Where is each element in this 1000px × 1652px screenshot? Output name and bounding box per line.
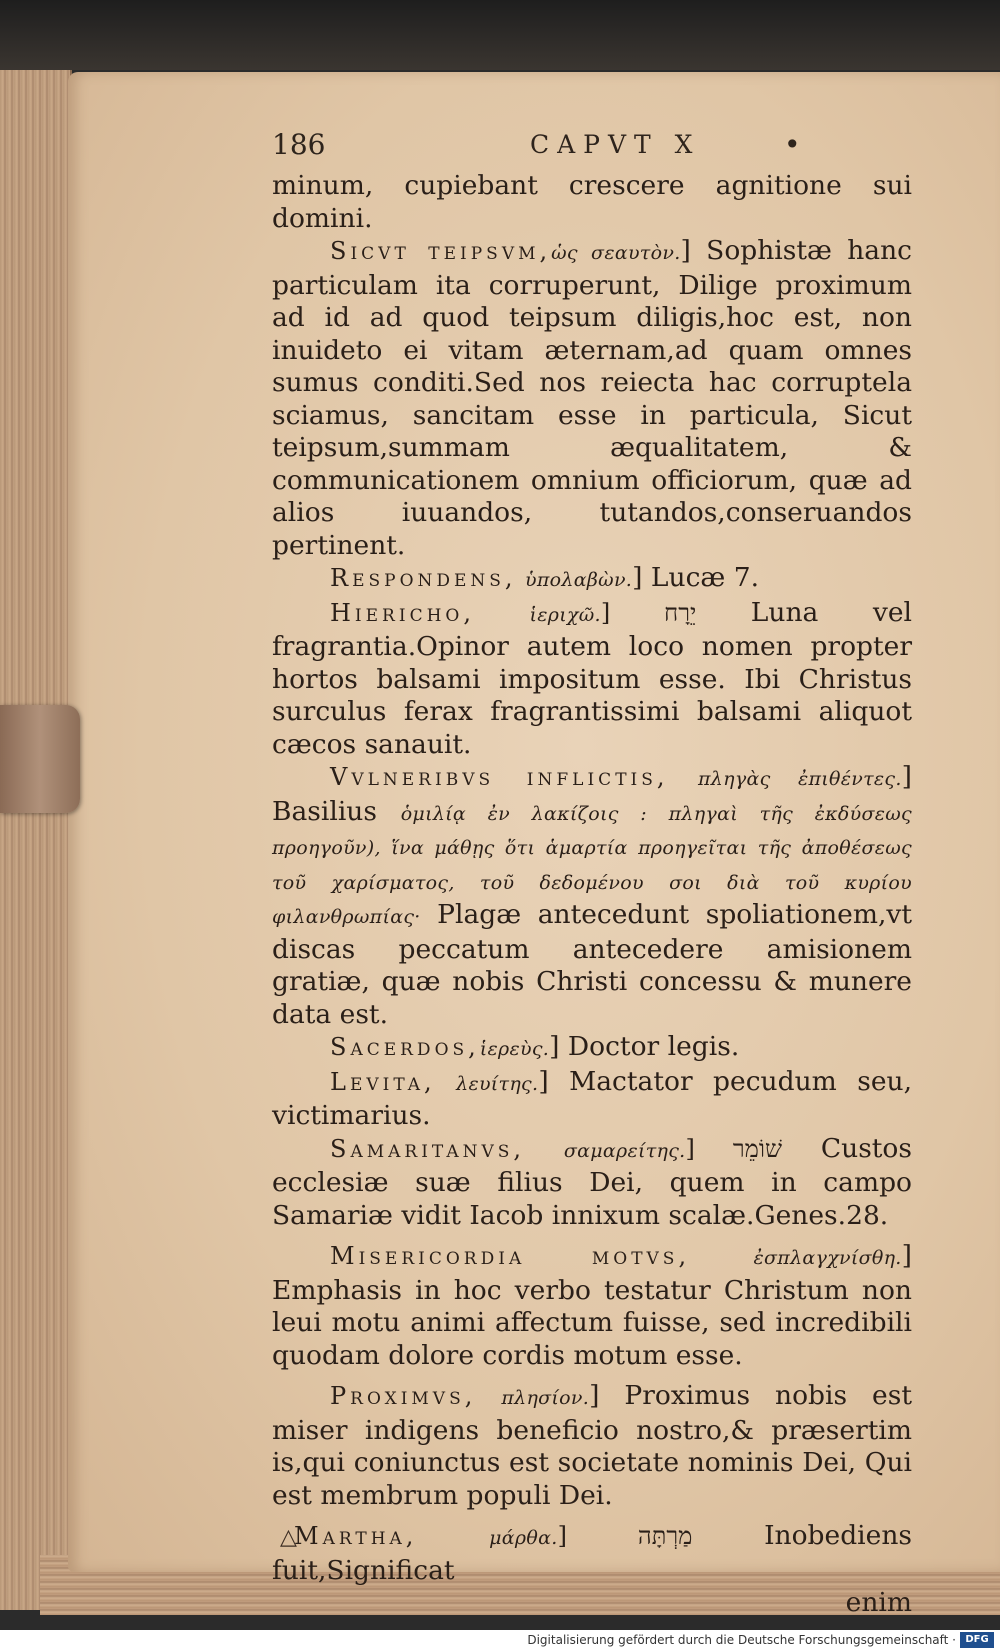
lemma: Levita, <box>330 1067 436 1096</box>
lemma: Hiericho, <box>330 598 475 627</box>
hebrew-term: ] יֵרָח <box>600 598 697 627</box>
greek-term: ἐσπλαγχνίσθη. <box>753 1247 902 1269</box>
spacer <box>272 1372 912 1380</box>
entry-text: Luna vel fragrantia.Opinor autem loco nomen propter hortos balsami impositum esse. Ibi Christus surculus ferax fragrantissimi balsami aliquot cæcos sanauit. <box>272 596 912 760</box>
lemma: Vvlneribvs inflictis, <box>330 763 669 791</box>
entry-text: ] Mactator pecudum seu, victimarius. <box>272 1065 912 1131</box>
page-number: 186 <box>272 128 326 161</box>
hebrew-term: ] שׁוֹמֵר <box>685 1134 783 1163</box>
catchword: enim <box>845 1587 912 1618</box>
greek-term: ὑπολαβὼν. <box>525 569 633 591</box>
triangle-icon: △ <box>280 1525 297 1550</box>
entry-text: ] Basilius <box>272 761 912 827</box>
text-line: minum, cupiebant crescere agnitione sui domini. <box>272 170 912 234</box>
greek-term: πληγὰς ἐπιθέντες. <box>698 768 902 790</box>
greek-term: μάρθα. <box>489 1527 558 1549</box>
running-head: CAPVT X <box>530 130 701 159</box>
entry-hiericho <box>272 597 912 762</box>
entry-text: Plagæ antecedunt spoliationem,vt discas peccatum antecedere amisionem gratiæ, quæ nobis Christi concessu & munere data est. <box>272 899 912 1030</box>
greek-term: ἱεριχῶ. <box>529 603 601 626</box>
greek-quotation: ὁμιλίᾳ ἐν λακίζοις : πληγαὶ τῆς ἐκδύσεως προηγοῦν), ἵνα μάθῃς ὅτι ἁμαρτία προηγεῖται τῆς ἀποθέσεως τοῦ χαρίσματος, τοῦ δεδομένου σοι διὰ τοῦ κυρίου φιλανθρωπίας· <box>272 802 912 928</box>
entry-text: Inobediens fuit,Significat <box>272 1520 912 1586</box>
lemma: Martha, <box>294 1522 418 1550</box>
greek-term: πλησίον. <box>501 1387 590 1409</box>
funding-credit: Digitalisierung gefördert durch die Deutsche Forschungsgemeinschaft · <box>527 1633 956 1647</box>
spacer <box>272 1512 912 1520</box>
entry-vulneribus <box>272 761 912 1031</box>
entry-misericordia <box>272 1240 912 1372</box>
lemma: Respondens, <box>330 564 517 592</box>
page-header <box>272 128 912 162</box>
entry-samaritanus <box>272 1133 912 1233</box>
entry-levita <box>272 1066 912 1133</box>
dfg-logo: DFG <box>960 1632 994 1648</box>
lemma: Sicvt teipsvm, <box>330 237 552 265</box>
lemma: Sacerdos, <box>330 1033 480 1061</box>
header-mark: • <box>784 128 801 161</box>
page-text <box>272 170 912 1620</box>
entry-proximus <box>272 1380 912 1512</box>
entry-sicut <box>272 235 912 562</box>
entry-text: ] Doctor legis. <box>549 1031 740 1062</box>
greek-term: σαμαρείτης. <box>563 1139 686 1162</box>
entry-text: ] Proximus nobis est miser indigens beneficio nostro,& præsertim is,qui coniunctus est societate nominis Dei, Qui est membrum populi Dei. <box>272 1380 912 1511</box>
entry-text: ] Emphasis in hoc verbo testatur Christum non leui motu animi affectum fuisse, sed incredibili quodam dolore cordis motum esse. <box>272 1240 912 1371</box>
page-edges-left <box>0 70 72 1610</box>
entry-text: ] Lucæ 7. <box>632 562 760 593</box>
lemma: Samaritanvs, <box>330 1134 526 1163</box>
lemma: Proximvs, <box>330 1382 477 1410</box>
entry-respondens <box>272 562 912 597</box>
greek-term: ἱερεὺς. <box>479 1038 550 1060</box>
entry-sacerdos <box>272 1031 912 1066</box>
greek-term: λευίτης. <box>456 1072 539 1095</box>
greek-term: ὡς σεαυτὸν. <box>551 242 681 264</box>
lemma: Misericordia motvs, <box>330 1242 691 1270</box>
hebrew-term: ] מַרְתָּה <box>557 1522 693 1550</box>
entry-text: Custos ecclesiæ suæ filius Dei, quem in campo Samariæ vidit Iacob innixum scalæ.Genes.28. <box>272 1132 912 1231</box>
scan-background <box>0 0 1000 70</box>
entry-martha <box>272 1520 912 1587</box>
spacer <box>272 1232 912 1240</box>
entry-text: ] Sophistæ hanc particulam ita corruperunt, Dilige proximum ad id ad quod teipsum diligis,hoc est, non inuideto ei vitam æternam,ad quam omnes sumus conditi.Sed nos reiecta hac corruptela sciamus, sancitam esse in particula, Sicut teipsum,summam æqualitatem, & communicationem omnium officiorum, quæ ad alios iuuandos, tutandos,conseruandos pertinent. <box>272 235 912 561</box>
page-clip <box>0 705 80 813</box>
